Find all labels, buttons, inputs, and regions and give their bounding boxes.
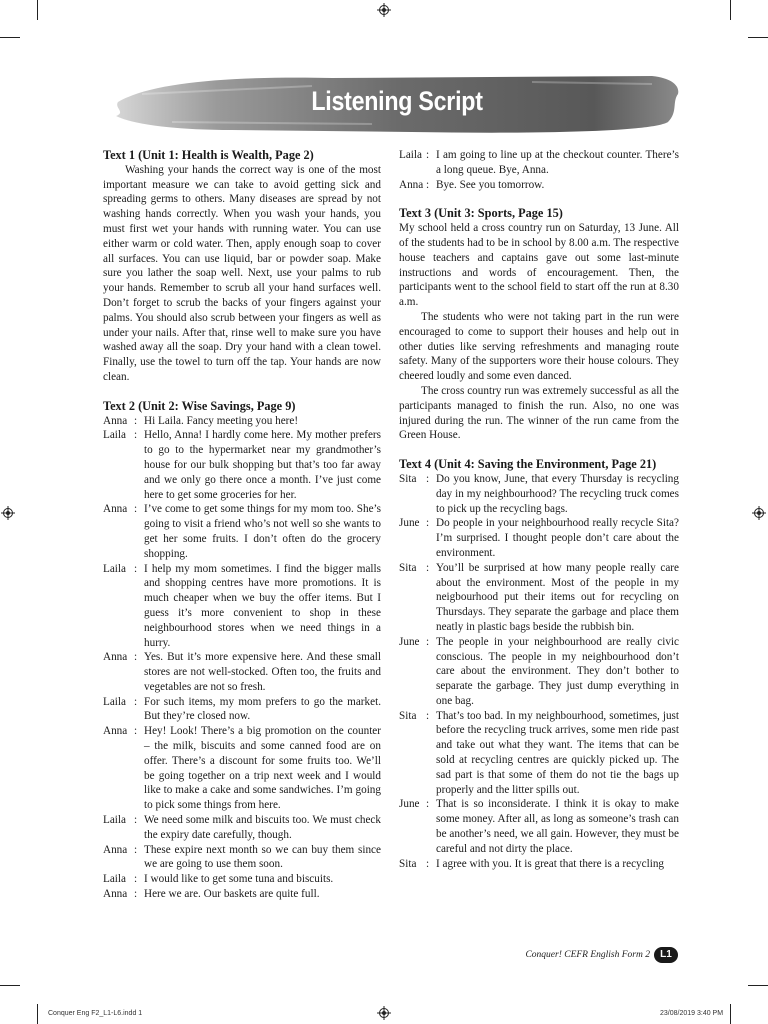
- dialogue-text: Yes. But it’s more expensive here. And these small stores are not well-stocked. Often too, the fruits and vegetables are not so fresh.: [144, 651, 381, 693]
- speaker-label: [399, 561, 436, 576]
- dialogue-text: Hi Laila. Fancy meeting you here!: [144, 414, 299, 427]
- speaker-colon: :: [134, 562, 138, 575]
- dialogue-text: Here we are. Our baskets are quite full.: [144, 888, 320, 901]
- speaker-label: [103, 502, 144, 517]
- speaker-label: [103, 414, 144, 429]
- dialogue-text: Hey! Look! There’s a big promotion on the counter – the milk, biscuits and some canned food are on offer. There’s a discount for some fruits too. We’ll be going together on a trip next week and I would like to make a cake and some sandwiches. I’m going to pick some things from here.: [144, 725, 381, 812]
- dialogue-line: [103, 813, 381, 843]
- speaker-colon: :: [134, 888, 138, 901]
- speaker-colon: :: [426, 709, 430, 722]
- dialogue: [103, 414, 381, 902]
- speaker-name: Sita: [399, 709, 417, 722]
- speaker-name: June: [399, 517, 420, 530]
- crop-mark: [730, 0, 731, 20]
- crop-mark: [0, 985, 20, 986]
- dialogue-line: [103, 887, 381, 902]
- speaker-label: [103, 650, 144, 665]
- speaker-name: Laila: [103, 562, 126, 575]
- section-heading: Text 2 (Unit 2: Wise Savings, Page 9): [103, 398, 296, 413]
- body-paragraph: The cross country run was extremely successful as all the participants managed to finish the run. Also, no one was injured during the run. The winner of the run came from the Green House.: [399, 384, 679, 442]
- dialogue-text: We need some milk and biscuits too. We must check the expiry date carefully, though.: [144, 814, 381, 841]
- speaker-colon: :: [426, 149, 430, 161]
- registration-mark-icon: [377, 3, 391, 17]
- dialogue-line: [103, 843, 381, 873]
- speaker-label: [399, 472, 436, 487]
- speaker-name: Laila: [399, 149, 422, 161]
- right-column: [399, 148, 679, 871]
- dialogue-text: That’s too bad. In my neighbourhood, sometimes, just before the recycling truck arrives, some men ride past and take out what they want. The items that can be sold at recycling centres are quickly picked up. The sad part is that some of them do not tie the bags up properly and the litter spills out.: [436, 709, 679, 796]
- speaker-name: Anna: [399, 178, 424, 191]
- speaker-label: [103, 872, 144, 887]
- speaker-label: [103, 695, 144, 710]
- speaker-label: [103, 724, 144, 739]
- speaker-colon: :: [426, 472, 430, 485]
- speaker-name: Anna: [103, 503, 128, 516]
- slug-date: 23/08/2019 3:40 PM: [660, 1010, 724, 1017]
- dialogue-text: Bye. See you tomorrow.: [436, 178, 545, 191]
- speaker-colon: :: [426, 517, 430, 530]
- speaker-label: [103, 813, 144, 828]
- speaker-name: Laila: [103, 814, 126, 827]
- crop-mark: [0, 37, 20, 38]
- speaker-colon: :: [426, 561, 430, 574]
- speaker-label: [399, 635, 436, 650]
- speaker-colon: :: [134, 503, 138, 516]
- dialogue-line: [399, 516, 679, 560]
- speaker-colon: :: [426, 798, 430, 811]
- speaker-name: Anna: [103, 843, 128, 856]
- crop-mark: [748, 37, 768, 38]
- speaker-colon: :: [134, 725, 138, 738]
- dialogue-text: Do you know, June, that every Thursday is recycling day in my neighbourhood? The recycling truck comes to pick up the recycling bags.: [436, 472, 679, 515]
- speaker-colon: :: [426, 178, 430, 191]
- dialogue: [399, 148, 679, 192]
- dialogue-line: [103, 414, 381, 429]
- footer-brand: Conquer! CEFR English Form 2: [525, 950, 650, 960]
- crop-mark: [730, 1004, 731, 1024]
- dialogue-text: These expire next month so we can buy them since we are going to use them soon.: [144, 843, 381, 871]
- dialogue-line: [103, 872, 381, 887]
- speaker-colon: :: [426, 635, 430, 648]
- section-heading: Text 4 (Unit 4: Saving the Environment, Page 21): [399, 457, 657, 472]
- left-column: [103, 148, 381, 902]
- page-title: Listening Script: [311, 86, 483, 116]
- speaker-name: Anna: [103, 414, 128, 427]
- dialogue-text: I would like to get some tuna and biscuits.: [144, 873, 334, 886]
- registration-mark-icon: [1, 506, 15, 520]
- dialogue-line: [103, 428, 381, 502]
- dialogue-line: [399, 797, 679, 856]
- speaker-label: [399, 797, 436, 812]
- section-heading: Text 1 (Unit 1: Health is Wealth, Page 2): [103, 148, 314, 162]
- speaker-name: Laila: [103, 429, 126, 442]
- speaker-label: [103, 428, 144, 443]
- speaker-colon: :: [134, 814, 138, 827]
- body-paragraph: Washing your hands the correct way is one of the most important measure we can take to avoid getting sick and spreading germs to others. Many diseases are spread by not washing hands correctly. When you wash your hands, you must first wet your hands with running water. You can use either warm or cold water. Then, apply enough soap to cover all surfaces. You can use liquid, bar or powder soap. Make sure you lather the soap well. Next, use your palms to rub your hands. Remember to scrub all your hand surfaces well. Don’t forget to scrub the backs of your fingers against your palms. You should also scrub between your fingers as well as under your nails. After that, rinse well to make sure you have washed away all the soap. Dry your hand with a clean towel. Finally, use the towel to turn off the tap. Your hands are now clean.: [103, 163, 381, 383]
- dialogue-line: [103, 724, 381, 813]
- speaker-label: [103, 887, 144, 902]
- speaker-name: Anna: [103, 651, 128, 664]
- registration-mark-icon: [377, 1006, 391, 1020]
- dialogue-line: [103, 650, 381, 694]
- dialogue-line: [399, 857, 679, 872]
- dialogue-line: [399, 709, 679, 798]
- dialogue-text: I am going to line up at the checkout counter. There’s a long queue. Bye, Anna.: [436, 149, 679, 176]
- dialogue-line: [399, 178, 679, 193]
- body-paragraph: The students who were not taking part in the run were encouraged to come to support their houses and help out in other duties like serving refreshments and managing route safety. Many of the supporters wore their house colours. They cheered loudly and some even danced.: [399, 310, 679, 383]
- dialogue-line: [399, 148, 679, 178]
- speaker-label: [399, 516, 436, 531]
- speaker-label: [399, 709, 436, 724]
- speaker-name: Anna: [103, 725, 128, 738]
- crop-mark: [748, 985, 768, 986]
- crop-mark: [37, 0, 38, 20]
- dialogue-text: The people in your neighbourhood are really civic conscious. The people in my neighbourhood don’t care about the environment. They don’t bother to separate the garbage. They just dump everything in one bag.: [436, 635, 679, 707]
- registration-mark-icon: [752, 506, 766, 520]
- crop-mark: [37, 1004, 38, 1024]
- dialogue-text: Hello, Anna! I hardly come here. My mother prefers to go to the hypermarket near my grandmother’s house for our bulk shopping but that’s too far away and we only go there once a month. I’ve just come here to get some groceries for her.: [144, 429, 381, 501]
- dialogue: [399, 472, 679, 872]
- body-paragraph: My school held a cross country run on Saturday, 13 June. All of the students had to be in school by 8.00 a.m. The respective house teachers and captains gave out some last-minute instructions and words of encouragement. Then, the participants went to the school field to start off the run at 8.30 a.m.: [399, 222, 679, 309]
- speaker-label: [399, 148, 436, 163]
- speaker-name: June: [399, 798, 420, 811]
- speaker-label: [103, 562, 144, 577]
- speaker-name: Laila: [103, 695, 126, 708]
- dialogue-line: [399, 635, 679, 709]
- dialogue-text: For such items, my mom prefers to go the market. But they’re closed now.: [144, 695, 381, 723]
- dialogue-text: You’ll be surprised at how many people really care about the environment. Most of the people in my neigbourhood put their items out for recycling on Thursdays. They separate the garbage and place them neatly in plastic bags beside the rubbish bin.: [436, 561, 679, 633]
- speaker-colon: :: [134, 695, 138, 708]
- speaker-label: [399, 178, 436, 193]
- dialogue-text: I’ve come to get some things for my mom too. She’s going to visit a friend who’s not well so she wants to get her some fruits. I don’t often do the grocery shopping.: [144, 503, 381, 560]
- speaker-colon: :: [426, 857, 430, 870]
- speaker-colon: :: [134, 651, 138, 664]
- dialogue-text: I agree with you. It is great that there is a recycling: [436, 857, 665, 870]
- dialogue-text: I help my mom sometimes. I find the bigger malls and shopping centres have more promotions. It is much cheaper when we buy the offer items. But I guess it’s more convenient to shop in these neighbourhood stores when we need things in a hurry.: [144, 562, 381, 649]
- speaker-label: [399, 857, 436, 872]
- section-heading: Text 3 (Unit 3: Sports, Page 15): [399, 206, 563, 221]
- dialogue-text: Do people in your neighbourhood really recycle Sita? I’m surprised. I thought people don’t care about the environment.: [436, 517, 679, 559]
- speaker-colon: :: [134, 873, 138, 886]
- speaker-name: June: [399, 635, 420, 648]
- speaker-colon: :: [134, 429, 138, 442]
- speaker-colon: :: [134, 414, 138, 427]
- speaker-name: Anna: [103, 888, 128, 901]
- speaker-name: Sita: [399, 561, 417, 574]
- dialogue-line: [399, 561, 679, 635]
- slug-filename: Conquer Eng F2_L1-L6.indd 1: [48, 1010, 143, 1017]
- dialogue-line: [103, 502, 381, 561]
- speaker-name: Sita: [399, 857, 417, 870]
- speaker-colon: :: [134, 843, 138, 856]
- speaker-name: Sita: [399, 472, 417, 485]
- speaker-name: Laila: [103, 873, 126, 886]
- speaker-label: [103, 843, 144, 858]
- dialogue-text: That is so inconsiderate. I think it is okay to make some money. After all, as long as someone’s trash can be another’s need, we all gain. However, they must be careful and not dirty the place.: [436, 798, 679, 855]
- dialogue-line: [399, 472, 679, 516]
- dialogue-line: [103, 562, 381, 651]
- dialogue-line: [103, 695, 381, 725]
- title-banner: [112, 72, 682, 136]
- page-number-badge: L1: [654, 947, 678, 963]
